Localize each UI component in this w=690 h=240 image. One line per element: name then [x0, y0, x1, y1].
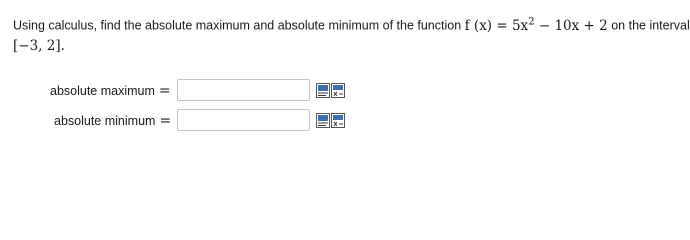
- math-palette-icon[interactable]: [331, 113, 345, 128]
- absolute-maximum-input[interactable]: [177, 79, 310, 101]
- question-prompt: Using calculus, find the absolute maximum and absolute minimum of the function: [13, 18, 462, 33]
- absolute-minimum-row: [0, 109, 675, 133]
- absolute-maximum-label: absolute maximum =: [50, 83, 171, 99]
- absolute-minimum-input[interactable]: [177, 109, 310, 131]
- question-text: [13, 12, 690, 56]
- question-interval-text: on the interval: [611, 18, 690, 33]
- math-palette-icon[interactable]: [331, 83, 345, 98]
- interval-expression: [−3, 2].: [13, 37, 65, 54]
- preview-icon[interactable]: [316, 83, 330, 98]
- absolute-maximum-row: [0, 79, 675, 103]
- absolute-minimum-label: absolute minimum =: [54, 113, 172, 129]
- preview-icon[interactable]: [316, 113, 330, 128]
- function-expression: f $(x) = 5x^2 - 10x + 2$: [464, 16, 608, 34]
